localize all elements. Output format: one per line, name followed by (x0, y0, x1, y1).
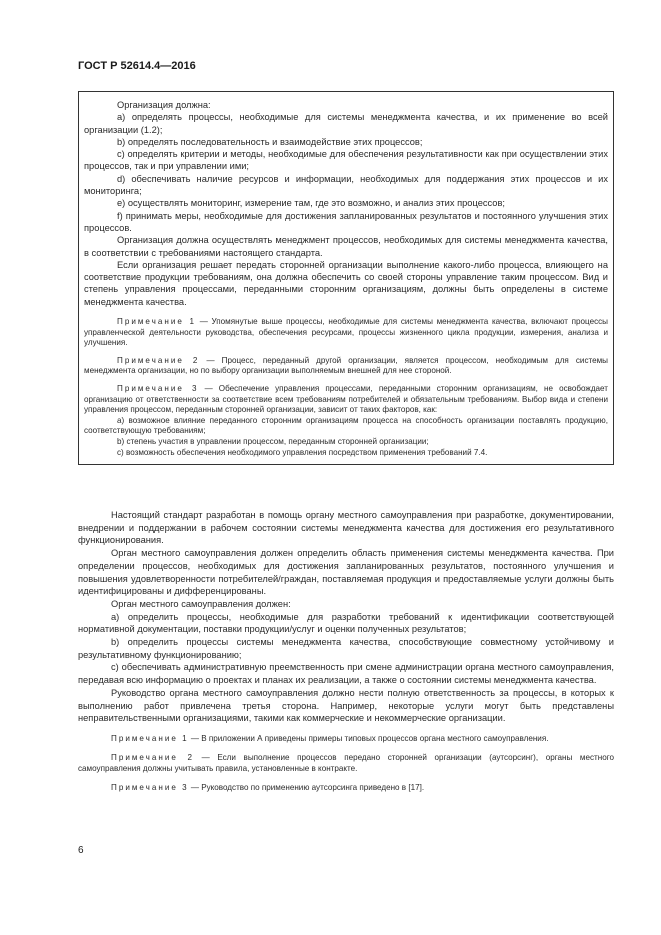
main-paragraph-1: Настоящий стандарт разработан в помощь органу местного самоуправления при разработке, документировании, внедрении и поддержании в рабочем состоянии системы менеджмента качества для достижения его результативного функционирования. (78, 510, 614, 546)
main-paragraph-4: Руководство органа местного самоуправления должно нести полную ответственность за процессы, в которых к выполнению работ привлечена третья сторона. Например, некоторые услуги могут быть представлены неправительственными организациями, такими как коммерческие и некоммерческие организации. (78, 687, 614, 724)
main-paragraph-2: Орган местного самоуправления должен определить область применения системы менеджмента качества. При определении процессов, необходимых для достижения запланированных результатов, постоянного улучшения и повышения удовлетворенности потребителей/граждан, поставляемая продукция и предоставляемые услуги должны быть идентифицированы и дифференцированы. (78, 548, 614, 597)
boxed-item-c: c) определять критерии и методы, необходимые для обеспечения результативности как при осуществлении этих процессов, так и при управлении ими; (84, 149, 608, 172)
boxed-item-f: f) принимать меры, необходимые для достижения запланированных результатов и постоянного улучшения этих процессов. (84, 210, 608, 233)
page-number: 6 (78, 845, 84, 856)
boxed-intro: Организация должна: (117, 100, 211, 110)
boxed-note-3 (84, 384, 608, 416)
boxed-item-e: e) осуществлять мониторинг, измерение там, где это возможно, и анализ этих процессов; (117, 198, 505, 209)
main-note-3 (78, 782, 614, 793)
main-paragraph-3: Орган местного самоуправления должен: (111, 598, 291, 609)
note-text: — В приложении А приведены примеры типовых процессов органа местного самоуправления. (188, 733, 549, 743)
note-label: Примечание 2 (117, 355, 200, 365)
boxed-note-3-item-c: c) возможность обеспечения необходимого управления посредством применения требований 7.4. (117, 447, 488, 457)
boxed-note-2 (84, 356, 608, 377)
boxed-item-a: a) определять процессы, необходимые для системы менеджмента качества, и их применение во всей организации (1.2); (84, 112, 608, 135)
note-text: — Если выполнение процессов передано сторонней организации (аутсорсинг), органы местного самоуправления должны учитывать правила, установленные в контракте. (78, 752, 614, 773)
standard-header: ГОСТ Р 52614.4—2016 (78, 60, 196, 72)
main-item-a: a) определить процессы, необходимые для разработки требований к идентификации соответствующей нормативной документации, поставки продукции/услуг и оценки полученных результатов; (78, 611, 614, 635)
main-item-c: c) обеспечивать административную преемственность при смене администрации органа местного самоуправления, передавая всю информацию о проектах и планах их реализации, а также о состоянии системы менеджмента качества. (78, 662, 614, 686)
boxed-item-b: b) определять последовательность и взаимодействие этих процессов; (117, 136, 423, 147)
boxed-quote (78, 91, 614, 465)
boxed-paragraph-1: Организация должна осуществлять менеджмент процессов, необходимых для системы менеджмента качества, в соответствии с требованиями настоящего стандарта. (84, 235, 608, 258)
note-text: — Процесс, переданный другой организации, является процессом, необходимым для системы менеджмента организации, но по выбору организации выполняемым внешней для нее стороной. (84, 355, 608, 376)
boxed-note-3-item-b: b) степень участия в управлении процессом, переданным сторонней организации; (117, 436, 429, 446)
boxed-note-1 (84, 317, 608, 349)
boxed-paragraph-2: Если организация решает передать сторонней организации выполнение какого-либо процесса, влияющего на соответствие продукции требованиям, она должна обеспечить со своей стороны управление таким процессом. Вид и степень управления процессами, переданными сторонним организациям, должны быть определены в системе менеджмента качества. (84, 259, 608, 307)
note-text: — Упомянутые выше процессы, необходимые для системы менеджмента качества, включают процессы управленческой деятельности руководства, обеспечения ресурсами, процессы жизненного цикла продукции, измерения, анализа и улучшения. (84, 317, 608, 348)
main-item-b: b) определить процессы системы менеджмента качества, способствующие совместному устойчивому и результативному функционированию; (78, 637, 614, 660)
note-text: — Руководство по применению аутсорсинга приведено в [17]. (188, 782, 425, 792)
boxed-item-d: d) обеспечивать наличие ресурсов и информации, необходимых для поддержания этих процессов и их мониторинга; (84, 173, 608, 197)
boxed-note-3-item-a: a) возможное влияние переданного сторонним организациям процесса на способность организации поставлять продукцию, соответствующую требованиям; (84, 415, 608, 436)
main-text (78, 509, 614, 793)
note-label: Примечание 2 (111, 752, 194, 762)
note-label: Примечание 1 (117, 317, 197, 327)
main-note-2 (78, 752, 614, 774)
note-label: Примечание 3 (111, 782, 189, 792)
note-label: Примечание 1 (111, 733, 189, 743)
note-text: — Обеспечение управления процессами, переданными сторонним организациям, не освобождает организацию от ответственности за соответствие всем требованиям потребителей и обязательным требованиям. Выбор вида и степени управления процессом, переданным сторонней организации, зависит от таких факторов, как: (84, 384, 608, 415)
main-note-1 (78, 733, 614, 744)
note-label: Примечание 3 (117, 384, 199, 394)
